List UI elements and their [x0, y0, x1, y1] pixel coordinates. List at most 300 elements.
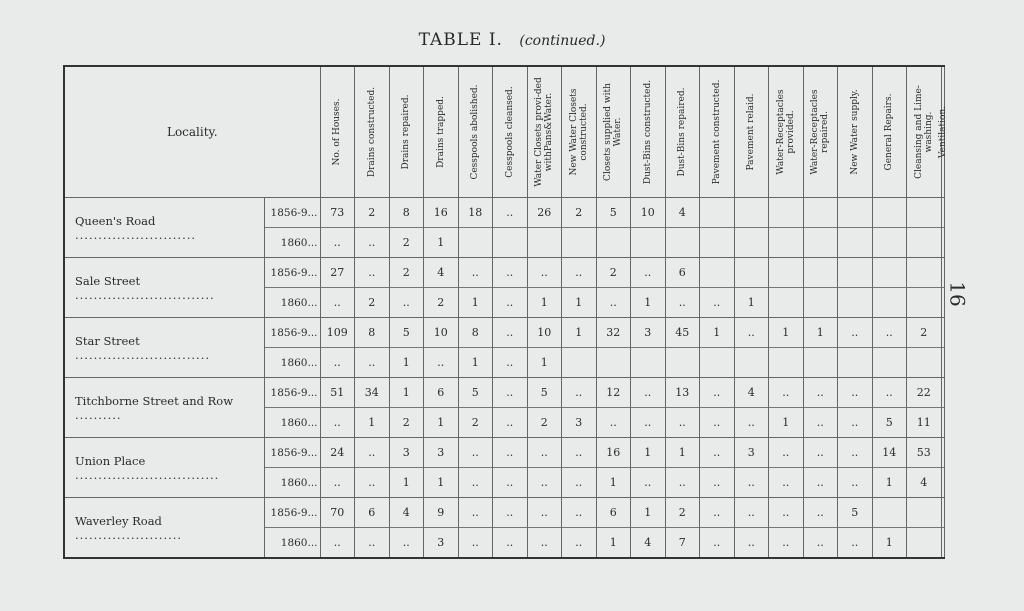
value-cell: 8: [355, 318, 390, 348]
column-header: [562, 66, 597, 198]
value-cell: 24: [320, 438, 355, 468]
column-header-label: New Water Closets constructed.: [568, 88, 589, 176]
value-cell: ..: [320, 288, 355, 318]
value-cell: [562, 348, 597, 378]
value-cell: [458, 228, 493, 258]
value-cell: ..: [562, 378, 597, 408]
value-cell: [941, 198, 944, 228]
value-cell: ..: [769, 528, 804, 559]
value-cell: ..: [562, 438, 597, 468]
page-number: 16: [945, 281, 970, 307]
leader-dots: .............................: [75, 347, 211, 362]
column-header: [769, 66, 804, 198]
value-cell: 1: [769, 408, 804, 438]
value-cell: [907, 228, 942, 258]
column-header: [355, 66, 390, 198]
value-cell: 1: [389, 468, 424, 498]
value-cell: 1: [527, 288, 562, 318]
value-cell: 1: [769, 318, 804, 348]
value-cell: ..: [734, 318, 769, 348]
value-cell: 3: [424, 528, 459, 559]
value-cell: 5: [389, 318, 424, 348]
column-header-label: No. of Houses.: [332, 98, 343, 166]
value-cell: 4: [631, 528, 666, 559]
value-cell: ..: [355, 228, 390, 258]
value-cell: ..: [838, 318, 873, 348]
column-header: [389, 66, 424, 198]
value-cell: [803, 258, 838, 288]
value-cell: 73: [320, 198, 355, 228]
value-cell: 6: [596, 498, 631, 528]
leader-dots: .......................: [75, 527, 183, 542]
value-cell: 2: [527, 408, 562, 438]
value-cell: ..: [803, 528, 838, 559]
value-cell: 2: [389, 258, 424, 288]
value-cell: [562, 228, 597, 258]
value-cell: ..: [493, 258, 528, 288]
value-cell: ..: [493, 288, 528, 318]
value-cell: ..: [700, 468, 735, 498]
value-cell: 6: [355, 498, 390, 528]
value-cell: [700, 258, 735, 288]
value-cell: [596, 348, 631, 378]
value-cell: 2: [389, 408, 424, 438]
value-cell: ..: [389, 288, 424, 318]
value-cell: 3: [424, 438, 459, 468]
sanitary-works-table: [63, 65, 948, 559]
value-cell: 7: [665, 528, 700, 559]
value-cell: ..: [527, 498, 562, 528]
value-cell: [700, 228, 735, 258]
value-cell: ..: [320, 468, 355, 498]
value-cell: [907, 198, 942, 228]
value-cell: ..: [458, 468, 493, 498]
value-cell: 1: [631, 288, 666, 318]
value-cell: 1: [424, 228, 459, 258]
value-cell: 2: [424, 288, 459, 318]
value-cell: [838, 228, 873, 258]
value-cell: 5: [838, 498, 873, 528]
column-header-label: Closets supplied with Water.: [603, 83, 624, 181]
value-cell: ..: [700, 528, 735, 559]
locality-name: Star Street: [75, 333, 140, 348]
value-cell: ..: [769, 468, 804, 498]
value-cell: 1: [700, 318, 735, 348]
value-cell: ..: [631, 378, 666, 408]
value-cell: ..: [493, 498, 528, 528]
value-cell: ..: [355, 468, 390, 498]
title-note: (continued.): [519, 33, 606, 49]
value-cell: [838, 198, 873, 228]
year-cell: 1856-9...: [264, 318, 320, 348]
value-cell: ..: [803, 498, 838, 528]
value-cell: 4: [907, 468, 942, 498]
column-header: [907, 66, 942, 198]
value-cell: [872, 348, 907, 378]
value-cell: 4: [424, 258, 459, 288]
value-cell: ..: [527, 468, 562, 498]
value-cell: 5: [458, 378, 493, 408]
value-cell: ..: [527, 438, 562, 468]
value-cell: [665, 348, 700, 378]
leader-dots: ..........................: [75, 227, 197, 242]
column-header: [424, 66, 459, 198]
year-cell: 1860...: [264, 468, 320, 498]
locality-header: Locality.: [64, 66, 320, 198]
value-cell: [769, 198, 804, 228]
value-cell: [769, 228, 804, 258]
value-cell: [872, 258, 907, 288]
value-cell: ..: [700, 498, 735, 528]
value-cell: ..: [493, 468, 528, 498]
value-cell: 16: [596, 438, 631, 468]
value-cell: ..: [665, 468, 700, 498]
value-cell: ..: [838, 438, 873, 468]
locality-cell: [64, 498, 264, 559]
value-cell: ..: [493, 528, 528, 559]
leader-dots: ...............................: [75, 467, 220, 482]
value-cell: 13: [665, 378, 700, 408]
value-cell: 10: [527, 318, 562, 348]
locality-name: Titchborne Street and Row: [75, 393, 234, 408]
header-row: [64, 66, 945, 198]
value-cell: ..: [769, 498, 804, 528]
value-cell: 3: [631, 318, 666, 348]
column-header-label: Dust-Bins repaired.: [677, 87, 688, 177]
value-cell: 1: [803, 318, 838, 348]
year-cell: 1856-9...: [264, 498, 320, 528]
value-cell: 4: [665, 198, 700, 228]
value-cell: [769, 288, 804, 318]
value-cell: ..: [458, 498, 493, 528]
value-cell: 1: [665, 438, 700, 468]
value-cell: ..: [355, 438, 390, 468]
leader-dots: ..............................: [75, 287, 215, 302]
value-cell: 1: [562, 288, 597, 318]
value-cell: [734, 228, 769, 258]
value-cell: 32: [596, 318, 631, 348]
value-cell: ..: [700, 378, 735, 408]
column-header-label: Cleansing and Lime-washing.: [913, 85, 934, 179]
value-cell: ..: [355, 258, 390, 288]
value-cell: ..: [424, 348, 459, 378]
column-header-label: Pavement constructed.: [711, 79, 722, 185]
value-cell: 5: [527, 378, 562, 408]
column-header-label: General Repairs.: [884, 93, 895, 171]
year-cell: 1856-9...: [264, 258, 320, 288]
value-cell: [941, 288, 944, 318]
value-cell: 2: [665, 498, 700, 528]
value-cell: ..: [734, 498, 769, 528]
value-cell: [872, 228, 907, 258]
value-cell: 18: [458, 198, 493, 228]
value-cell: [838, 258, 873, 288]
value-cell: ..: [838, 468, 873, 498]
year-cell: 1856-9...: [264, 198, 320, 228]
value-cell: 2: [355, 198, 390, 228]
value-cell: [872, 198, 907, 228]
value-cell: 34: [355, 378, 390, 408]
value-cell: 2: [458, 408, 493, 438]
locality-name: Queen's Road: [75, 213, 156, 228]
value-cell: 9: [424, 498, 459, 528]
value-cell: 2: [389, 228, 424, 258]
value-cell: ..: [700, 408, 735, 438]
value-cell: ..: [803, 438, 838, 468]
value-cell: [700, 348, 735, 378]
value-cell: [527, 228, 562, 258]
value-cell: [941, 228, 944, 258]
leader-dots: ..........: [75, 407, 122, 422]
value-cell: ..: [631, 258, 666, 288]
column-header-label: Drains repaired.: [401, 94, 412, 170]
column-header-label: Water-Receptacles provided.: [775, 89, 796, 175]
value-cell: ..: [320, 408, 355, 438]
table-body: [64, 198, 945, 559]
column-header: [803, 66, 838, 198]
value-cell: ..: [320, 528, 355, 559]
year-cell: 1856-9...: [264, 438, 320, 468]
column-header: [872, 66, 907, 198]
value-cell: 10: [631, 198, 666, 228]
table-row: [64, 318, 945, 348]
value-cell: [907, 288, 942, 318]
value-cell: [941, 498, 944, 528]
value-cell: ..: [803, 378, 838, 408]
value-cell: 6: [665, 258, 700, 288]
locality-cell: [64, 378, 264, 438]
value-cell: ..: [769, 438, 804, 468]
column-header-label: Ventilation.: [937, 105, 948, 159]
value-cell: [596, 228, 631, 258]
value-cell: 4: [389, 498, 424, 528]
table-row: [64, 258, 945, 288]
value-cell: ..: [320, 348, 355, 378]
value-cell: [803, 228, 838, 258]
year-cell: 1860...: [264, 528, 320, 559]
column-header: [527, 66, 562, 198]
value-cell: 2: [907, 318, 942, 348]
value-cell: [872, 288, 907, 318]
year-cell: 1860...: [264, 408, 320, 438]
value-cell: ..: [872, 378, 907, 408]
value-cell: 11: [907, 408, 942, 438]
column-header: [320, 66, 355, 198]
value-cell: 5: [872, 408, 907, 438]
column-header-label: Cesspools cleansed.: [504, 86, 515, 178]
value-cell: ..: [493, 378, 528, 408]
value-cell: 6: [424, 378, 459, 408]
value-cell: [941, 528, 944, 559]
value-cell: ..: [734, 468, 769, 498]
value-cell: 1: [631, 498, 666, 528]
value-cell: ..: [458, 438, 493, 468]
year-cell: 1860...: [264, 288, 320, 318]
value-cell: 1: [872, 528, 907, 559]
value-cell: ..: [631, 468, 666, 498]
value-cell: ..: [838, 528, 873, 559]
value-cell: 1: [389, 348, 424, 378]
value-cell: 70: [320, 498, 355, 528]
year-cell: 1856-9...: [264, 378, 320, 408]
value-cell: 1: [596, 468, 631, 498]
column-header-label: Water Closets provi-ded withPans&Water.: [534, 77, 555, 187]
column-header: [700, 66, 735, 198]
value-cell: 1: [458, 348, 493, 378]
value-cell: ..: [700, 438, 735, 468]
locality-name: Union Place: [75, 453, 146, 468]
value-cell: ..: [596, 288, 631, 318]
value-cell: 1: [389, 378, 424, 408]
column-header-label: Drains constructed.: [366, 86, 377, 178]
value-cell: ..: [493, 198, 528, 228]
value-cell: ..: [320, 228, 355, 258]
value-cell: [803, 288, 838, 318]
column-header: [596, 66, 631, 198]
value-cell: ..: [665, 408, 700, 438]
column-header: [937, 66, 948, 198]
value-cell: [907, 498, 942, 528]
value-cell: 3: [734, 438, 769, 468]
value-cell: ..: [493, 438, 528, 468]
table-row: [64, 438, 945, 468]
column-header-label: Water-Receptacles repaired.: [810, 89, 831, 175]
value-cell: 16: [424, 198, 459, 228]
value-cell: 1: [424, 468, 459, 498]
value-cell: [941, 378, 944, 408]
value-cell: 1: [734, 288, 769, 318]
value-cell: 51: [320, 378, 355, 408]
value-cell: 3: [562, 408, 597, 438]
column-header-label: Cesspools abolished.: [470, 84, 481, 180]
value-cell: ..: [562, 498, 597, 528]
value-cell: [872, 498, 907, 528]
table-row: [64, 378, 945, 408]
value-cell: 14: [872, 438, 907, 468]
value-cell: 26: [527, 198, 562, 228]
value-cell: 1: [527, 348, 562, 378]
value-cell: ..: [803, 468, 838, 498]
value-cell: ..: [562, 258, 597, 288]
value-cell: 53: [907, 438, 942, 468]
year-cell: 1860...: [264, 228, 320, 258]
value-cell: ..: [872, 318, 907, 348]
value-cell: [838, 348, 873, 378]
value-cell: 22: [907, 378, 942, 408]
value-cell: [734, 348, 769, 378]
value-cell: ..: [665, 288, 700, 318]
column-header: [838, 66, 873, 198]
value-cell: ..: [838, 378, 873, 408]
locality-cell: [64, 318, 264, 378]
column-header-label: Drains trapped.: [435, 96, 446, 168]
locality-name: Waverley Road: [75, 513, 162, 528]
value-cell: [941, 258, 944, 288]
value-cell: 2: [596, 258, 631, 288]
value-cell: 1: [562, 318, 597, 348]
value-cell: 12: [596, 378, 631, 408]
column-header-label: New Water supply.: [849, 89, 860, 175]
value-cell: 109: [320, 318, 355, 348]
value-cell: ..: [355, 348, 390, 378]
value-cell: ..: [527, 258, 562, 288]
value-cell: ..: [769, 378, 804, 408]
value-cell: [769, 348, 804, 378]
value-cell: 5: [596, 198, 631, 228]
locality-cell: [64, 198, 264, 258]
value-cell: [907, 258, 942, 288]
value-cell: 1: [596, 528, 631, 559]
value-cell: 2: [355, 288, 390, 318]
value-cell: [631, 348, 666, 378]
column-header-label: Pavement relaid.: [746, 93, 757, 171]
value-cell: 27: [320, 258, 355, 288]
value-cell: ..: [596, 408, 631, 438]
table-row: [64, 498, 945, 528]
value-cell: [769, 258, 804, 288]
value-cell: [838, 288, 873, 318]
value-cell: ..: [458, 258, 493, 288]
value-cell: [941, 348, 944, 378]
value-cell: ..: [700, 288, 735, 318]
value-cell: [941, 468, 944, 498]
value-cell: ..: [803, 408, 838, 438]
value-cell: [907, 528, 942, 559]
value-cell: 2: [562, 198, 597, 228]
value-cell: [803, 348, 838, 378]
title-text: TABLE I.: [418, 30, 503, 50]
value-cell: 8: [389, 198, 424, 228]
table-title: [0, 30, 1024, 50]
column-header: [493, 66, 528, 198]
value-cell: [734, 198, 769, 228]
year-cell: 1860...: [264, 348, 320, 378]
value-cell: 4: [734, 378, 769, 408]
value-cell: ..: [355, 528, 390, 559]
value-cell: 1: [458, 288, 493, 318]
value-cell: 1: [631, 438, 666, 468]
value-cell: ..: [631, 408, 666, 438]
value-cell: [700, 198, 735, 228]
value-cell: 1: [872, 468, 907, 498]
value-cell: ..: [838, 408, 873, 438]
value-cell: ..: [527, 528, 562, 559]
value-cell: [803, 198, 838, 228]
column-header: [665, 66, 700, 198]
value-cell: 1: [424, 408, 459, 438]
value-cell: [734, 258, 769, 288]
value-cell: [907, 348, 942, 378]
value-cell: [665, 228, 700, 258]
value-cell: [941, 438, 944, 468]
column-header: [734, 66, 769, 198]
column-header: [631, 66, 666, 198]
value-cell: ..: [734, 408, 769, 438]
value-cell: ..: [562, 528, 597, 559]
value-cell: [493, 228, 528, 258]
value-cell: ..: [389, 528, 424, 559]
value-cell: [941, 318, 944, 348]
value-cell: ..: [734, 528, 769, 559]
column-header-label: Dust-Bins constructed.: [642, 79, 653, 185]
value-cell: 10: [424, 318, 459, 348]
value-cell: [631, 228, 666, 258]
value-cell: 1: [355, 408, 390, 438]
locality-name: Sale Street: [75, 273, 141, 288]
value-cell: ..: [493, 318, 528, 348]
value-cell: 3: [389, 438, 424, 468]
locality-cell: [64, 438, 264, 498]
